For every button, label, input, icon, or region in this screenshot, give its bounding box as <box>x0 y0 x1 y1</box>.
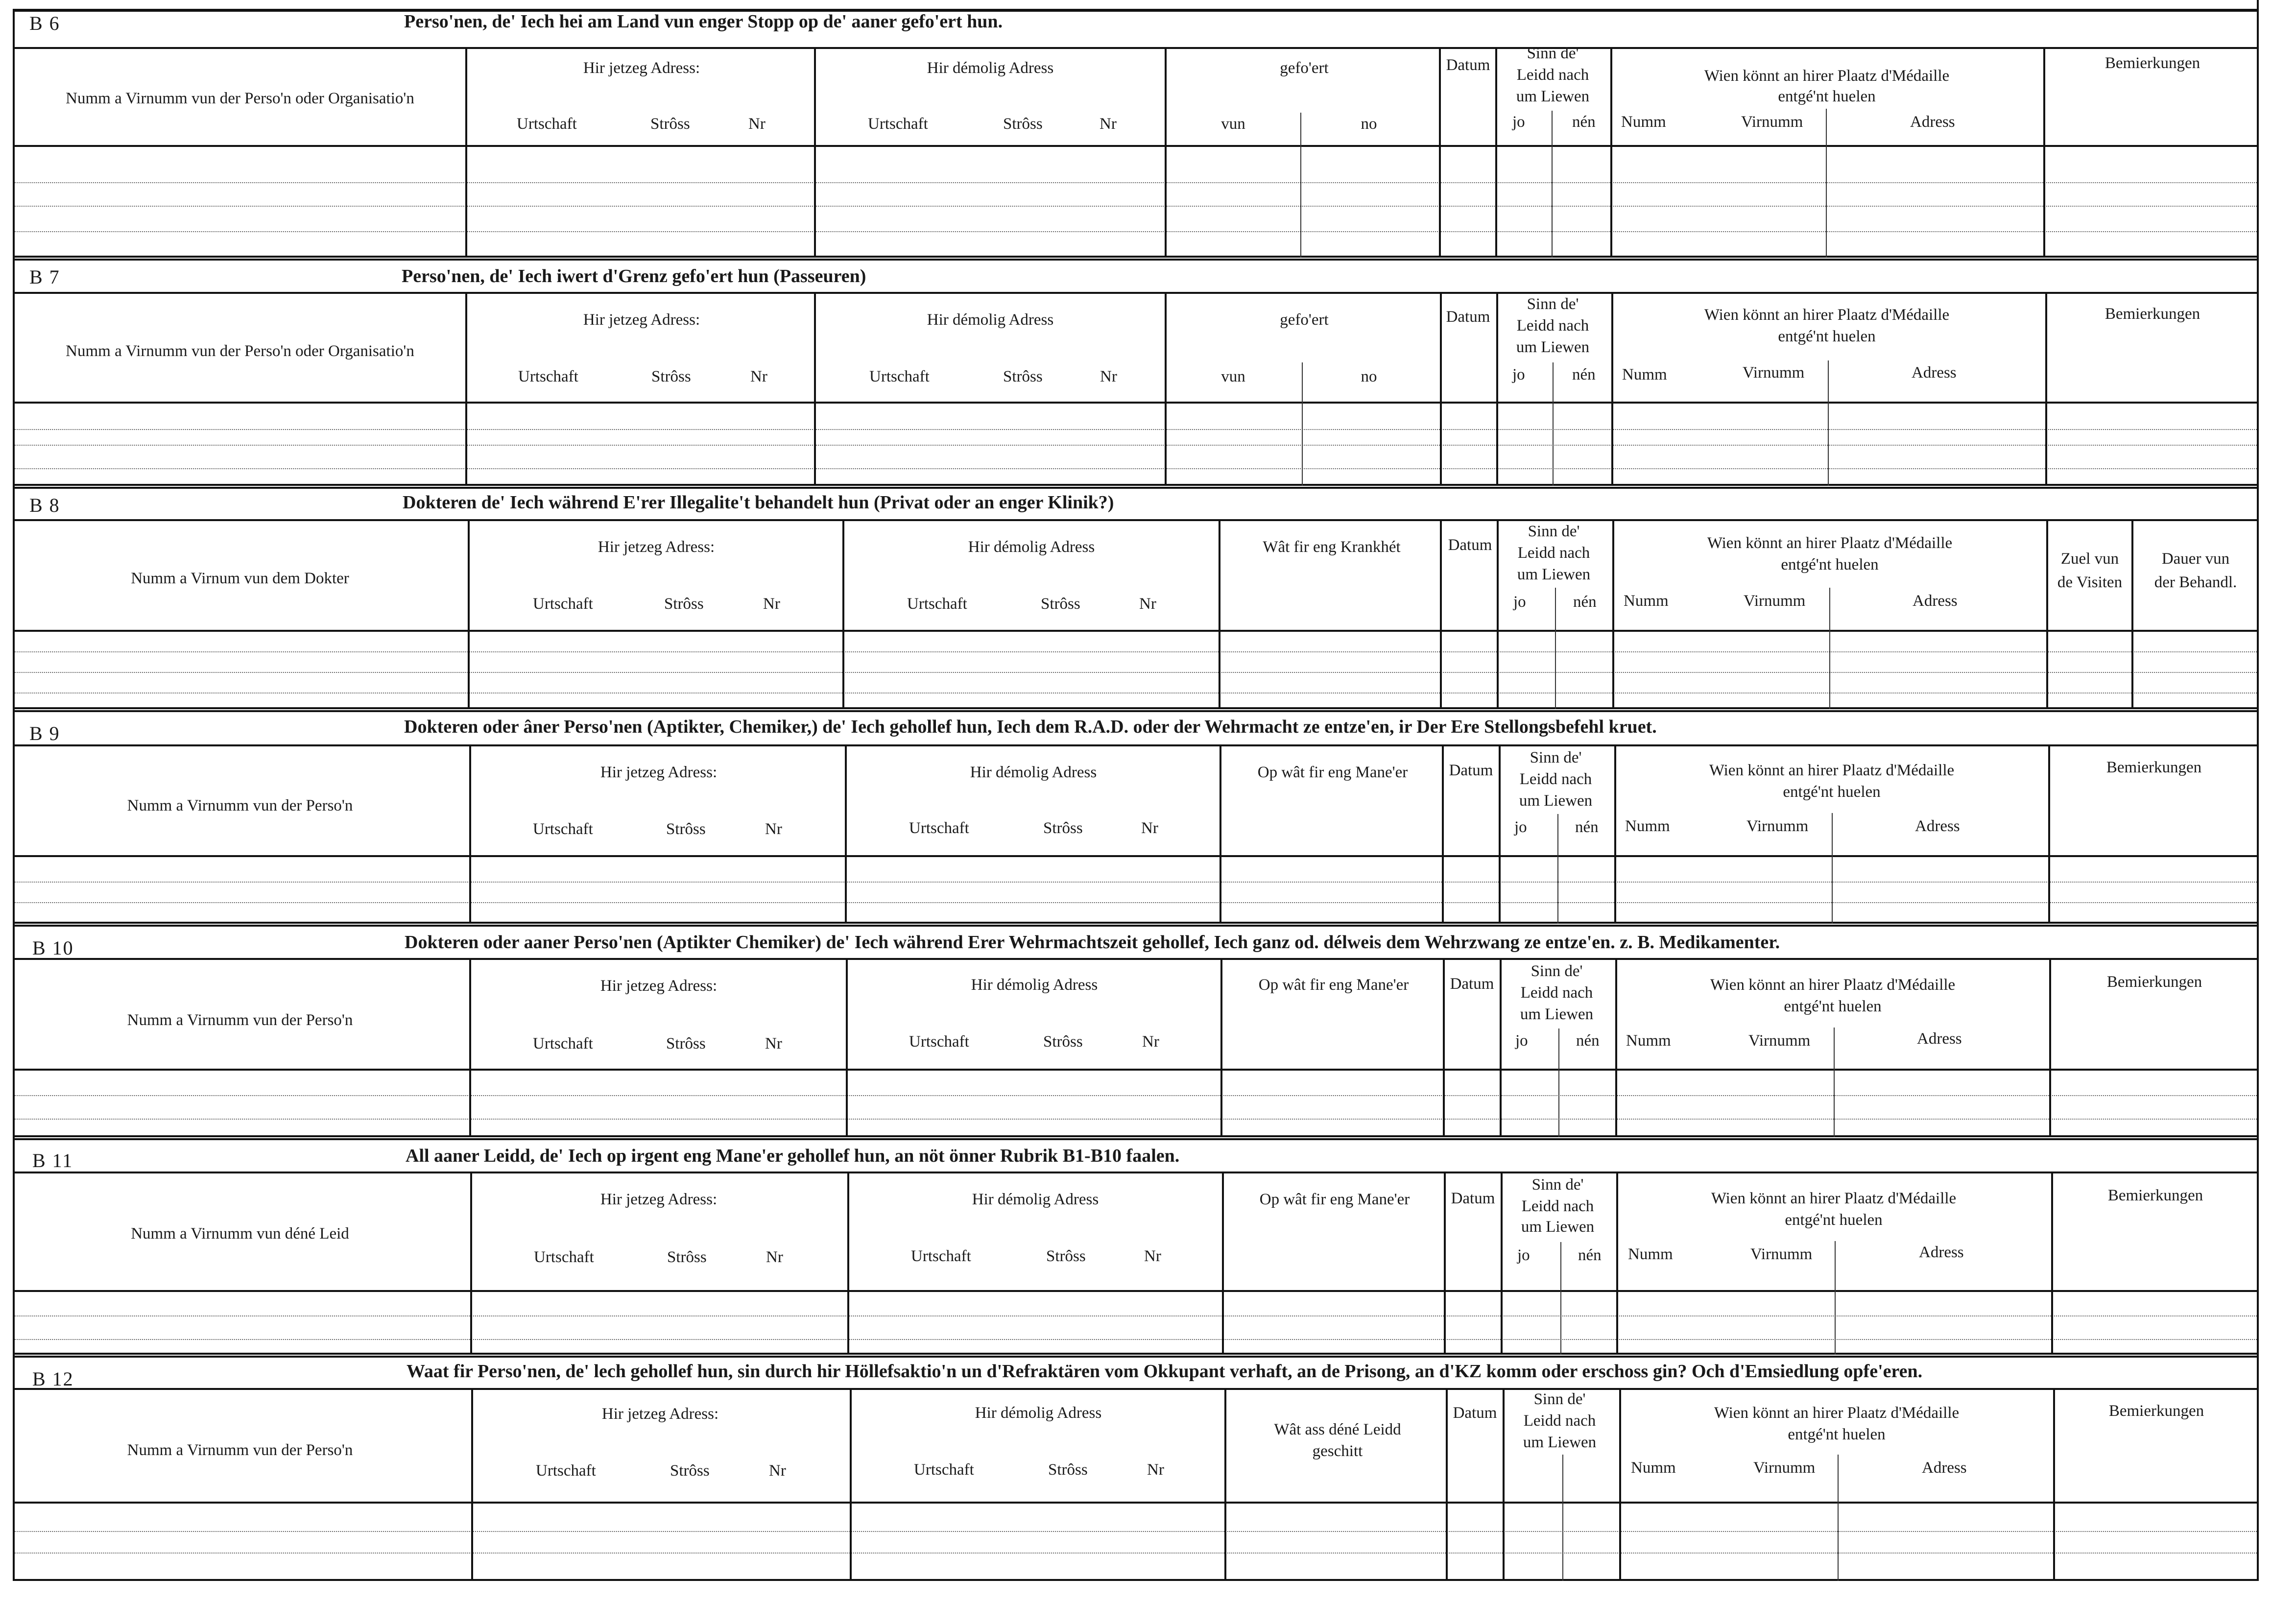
column-divider <box>1440 292 1442 486</box>
street-label: Strôss <box>651 368 691 385</box>
address-label: Adress <box>1922 1459 1967 1477</box>
header-top-rule <box>13 519 2258 521</box>
illness-header: Wât fir eng Krankhét <box>1263 538 1401 556</box>
entry-line[interactable] <box>15 468 2257 469</box>
entry-line[interactable] <box>15 429 2257 430</box>
current-address-header: Hir jetzeg Adress: <box>600 977 718 995</box>
place-label: Urtschaft <box>868 115 928 133</box>
section-bottom-rule <box>13 707 2258 709</box>
sense-header-line1: Sinn de' <box>1530 749 1582 766</box>
column-divider <box>2049 958 2051 1137</box>
sense-header-line2: Leidd nach <box>1521 1197 1594 1215</box>
no-label: nén <box>1578 1246 1602 1264</box>
section-bottom-rule <box>13 922 2258 924</box>
sense-header-line1: Sinn de' <box>1528 523 1580 540</box>
column-divider <box>814 47 816 258</box>
column-divider <box>1444 1172 1446 1355</box>
entry-line[interactable] <box>15 651 2257 652</box>
remarks-header: Bemierkungen <box>2107 1187 2203 1204</box>
column-divider <box>2131 519 2133 709</box>
column-divider <box>850 1388 852 1581</box>
column-divider <box>845 744 847 924</box>
section-b8-top-rule <box>13 487 2258 489</box>
number-label: Nr <box>748 115 765 133</box>
place-label: Urtschaft <box>536 1462 596 1480</box>
yes-label: jo <box>1514 818 1527 836</box>
column-divider <box>1497 519 1499 709</box>
yes-label: jo <box>1515 1032 1528 1050</box>
column-divider <box>1224 1388 1226 1581</box>
sense-header-line3: um Liewen <box>1516 88 1590 105</box>
sense-header-line2: Leidd nach <box>1520 984 1593 1002</box>
header-bottom-rule <box>13 402 2258 404</box>
no-label: nén <box>1576 1032 1600 1050</box>
remarks-header: Bemierkungen <box>2108 1402 2204 1420</box>
address-label: Adress <box>1910 113 1955 131</box>
column-divider <box>1555 588 1556 709</box>
yes-label: jo <box>1517 1246 1530 1264</box>
sense-header-line3: um Liewen <box>1523 1434 1597 1451</box>
number-label: Nr <box>1141 819 1158 837</box>
column-divider <box>1165 47 1167 258</box>
number-label: Nr <box>1142 1033 1159 1051</box>
firstname-label: Virnumm <box>1743 364 1805 382</box>
entry-line[interactable] <box>15 902 2257 903</box>
address-label: Adress <box>1919 1243 1964 1261</box>
date-header: Datum <box>1446 56 1490 74</box>
column-divider <box>1612 519 1614 709</box>
number-label: Nr <box>765 820 782 838</box>
remarks-header: Bemierkungen <box>2106 973 2202 991</box>
current-address-header: Hir jetzeg Adress: <box>601 1405 719 1423</box>
column-divider <box>465 292 467 486</box>
sense-header-line1: Sinn de' <box>1531 962 1583 980</box>
number-label: Nr <box>1100 368 1117 385</box>
column-divider <box>1557 814 1558 924</box>
header-bottom-rule <box>13 855 2258 857</box>
section-b12-top-rule <box>13 1356 2258 1358</box>
section-b10-code: B 10 <box>32 937 74 959</box>
manner-header: Op wât fir eng Mane'er <box>1259 1191 1410 1208</box>
column-divider <box>1220 744 1221 924</box>
number-label: Nr <box>1144 1247 1161 1265</box>
firstname-label: Virnumm <box>1746 817 1809 835</box>
street-label: Strôss <box>667 1248 707 1266</box>
sense-header-line1: Sinn de' <box>1527 295 1579 313</box>
section-b6-code: B 6 <box>29 12 60 34</box>
entry-line[interactable] <box>15 1315 2257 1316</box>
section-b6-title: Perso'nen, de' Iech hei am Land vun enger Stopp op de' aaner gefo'ert hun. <box>404 11 1003 32</box>
street-label: Strôss <box>1041 595 1080 613</box>
entry-line[interactable] <box>15 182 2257 183</box>
date-header: Datum <box>1446 308 1490 326</box>
column-divider <box>1501 1172 1503 1355</box>
firstname-label: Virnumm <box>1744 592 1806 610</box>
sense-header-line3: um Liewen <box>1519 792 1593 810</box>
column-divider <box>1610 47 1612 258</box>
section-b8-code: B 8 <box>29 494 60 516</box>
medal-header-line2: entgé'nt huelen <box>1783 783 1881 801</box>
street-label: Strôss <box>1043 1033 1083 1051</box>
medal-header-line1: Wien könnt an hirer Plaatz d'Médaille <box>1704 306 1950 324</box>
sense-header-line2: Leidd nach <box>1516 317 1589 335</box>
surname-label: Numm <box>1631 1459 1676 1477</box>
section-b9-code: B 9 <box>29 722 60 744</box>
street-label: Strôss <box>1043 819 1083 837</box>
column-divider <box>1832 813 1833 924</box>
column-divider <box>2045 292 2047 486</box>
medal-header-line1: Wien könnt an hirer Plaatz d'Médaille <box>1704 67 1950 85</box>
column-divider <box>1835 1241 1836 1355</box>
sense-header-line3: um Liewen <box>1521 1218 1595 1236</box>
entry-line[interactable] <box>15 1553 2257 1554</box>
medal-header-line1: Wien könnt an hirer Plaatz d'Médaille <box>1707 534 1953 552</box>
column-divider <box>1442 744 1444 924</box>
medal-header-line2: entgé'nt huelen <box>1778 88 1876 105</box>
transported-header: gefo'ert <box>1280 311 1329 329</box>
date-header: Datum <box>1451 1190 1495 1207</box>
name-column-header: Numm a Virnum vun dem Dokter <box>131 570 349 587</box>
section-b11-code: B 11 <box>32 1149 73 1172</box>
name-column-header: Numm a Virnumm vun der Perso'n oder Organisatio'n <box>66 342 414 360</box>
number-label: Nr <box>1139 595 1156 613</box>
date-header: Datum <box>1453 1404 1497 1422</box>
section-bottom-rule <box>13 256 2258 258</box>
column-divider <box>1616 1172 1618 1355</box>
column-divider <box>2046 519 2048 709</box>
column-divider <box>1499 744 1501 924</box>
number-label: Nr <box>766 1248 783 1266</box>
firstname-label: Virnumm <box>1741 113 1803 131</box>
entry-line[interactable] <box>15 206 2257 207</box>
sense-header-line2: Leidd nach <box>1516 66 1589 84</box>
place-label: Urtschaft <box>517 115 577 133</box>
current-address-header: Hir jetzeg Adress: <box>600 764 718 781</box>
column-divider <box>1558 1028 1559 1137</box>
sense-header-line2: Leidd nach <box>1523 1412 1596 1430</box>
street-label: Strôss <box>1046 1247 1086 1265</box>
entry-line[interactable] <box>15 1095 2257 1096</box>
medal-header-line1: Wien könnt an hirer Plaatz d'Médaille <box>1709 762 1955 779</box>
column-divider <box>471 1388 473 1581</box>
transported-to-label: no <box>1361 115 1377 133</box>
duration-header-line2: der Behandl. <box>2154 574 2237 591</box>
name-column-header: Numm a Virnumm vun déné Leid <box>131 1225 349 1243</box>
column-divider <box>1443 958 1445 1137</box>
street-label: Strôss <box>1003 115 1043 133</box>
duration-header-line1: Dauer vun <box>2161 550 2230 568</box>
street-label: Strôss <box>666 820 706 838</box>
number-label: Nr <box>765 1035 782 1052</box>
number-label: Nr <box>750 368 767 385</box>
sense-header-line1: Sinn de' <box>1533 1390 1586 1408</box>
number-label: Nr <box>769 1462 786 1480</box>
address-label: Adress <box>1917 1030 1962 1048</box>
column-divider <box>846 958 848 1137</box>
column-divider <box>2051 1172 2053 1355</box>
place-label: Urtschaft <box>911 1247 971 1265</box>
entry-line[interactable] <box>15 882 2257 883</box>
transported-header: gefo'ert <box>1280 59 1329 77</box>
surname-label: Numm <box>1628 1245 1673 1263</box>
header-top-rule <box>13 744 2258 746</box>
no-label: nén <box>1573 593 1597 611</box>
no-label: nén <box>1572 113 1596 131</box>
place-label: Urtschaft <box>533 595 593 613</box>
current-address-header: Hir jetzeg Adress: <box>600 1191 718 1208</box>
remarks-header: Bemierkungen <box>2106 759 2202 776</box>
name-column-header: Numm a Virnumm vun der Perso'n <box>127 1441 353 1459</box>
header-bottom-rule <box>13 630 2258 632</box>
column-divider <box>1615 958 1617 1137</box>
former-address-header: Hir démolig Adress <box>972 1191 1099 1208</box>
street-label: Strôss <box>650 115 690 133</box>
column-divider <box>1219 519 1220 709</box>
column-divider <box>2053 1388 2055 1581</box>
header-top-rule <box>13 47 2258 49</box>
column-divider <box>1619 1388 1621 1581</box>
column-divider <box>469 958 471 1137</box>
current-address-header: Hir jetzeg Adress: <box>598 538 715 556</box>
surname-label: Numm <box>1625 817 1670 835</box>
section-b7-title: Perso'nen, de' Iech iwert d'Grenz gefo'ert hun (Passeuren) <box>402 266 866 287</box>
name-column-header: Numm a Virnumm vun der Perso'n <box>127 1011 353 1029</box>
yes-label: jo <box>1512 113 1525 131</box>
medal-header-line1: Wien könnt an hirer Plaatz d'Médaille <box>1710 976 1956 994</box>
section-b10-title: Dokteren oder aaner Perso'nen (Aptikter Chemiker) de' Iech während Erer Wehrmachtszeit gehollef, Iech ganz od. délweis dem Wehrzwang ze entze'en. z. B. Medikamenter. <box>405 932 1780 953</box>
section-b11-top-rule <box>13 1138 2258 1140</box>
section-b12-title: Waat fir Perso'nen, de' lech gehollef hun, sin durch hir Höllefsaktio'n un d'Refraktären vom Okkupant verhaft, an de Prisong, an d'KZ komm oder erschoss gin? Och d'Emsiedlung opfe'eren. <box>407 1361 1923 1382</box>
column-divider <box>1222 1172 1224 1355</box>
address-label: Adress <box>1912 364 1957 382</box>
header-top-rule <box>13 958 2258 960</box>
column-divider <box>1611 292 1613 486</box>
column-divider <box>2043 47 2045 258</box>
entry-line[interactable] <box>15 1531 2257 1532</box>
header-bottom-rule <box>13 145 2258 147</box>
place-label: Urtschaft <box>909 819 969 837</box>
number-label: Nr <box>763 595 780 613</box>
medal-header-line2: entgé'nt huelen <box>1781 556 1879 574</box>
manner-header: Op wât fir eng Mane'er <box>1257 764 1408 781</box>
street-label: Strôss <box>670 1462 710 1480</box>
place-label: Urtschaft <box>534 1248 594 1266</box>
remarks-header: Bemierkungen <box>2105 305 2200 323</box>
place-label: Urtschaft <box>914 1461 974 1479</box>
place-label: Urtschaft <box>533 1035 593 1052</box>
section-b12-code: B 12 <box>32 1368 74 1390</box>
column-divider <box>1440 519 1442 709</box>
firstname-label: Virnumm <box>1753 1459 1816 1477</box>
section-b11-title: All aaner Leidd, de' Iech op irgent eng Mane'er gehollef hun, an nöt önner Rubrik B1-B10 faalen. <box>406 1146 1180 1166</box>
column-divider <box>468 519 470 709</box>
column-divider <box>469 744 471 924</box>
section-b6-top-rule <box>13 9 2258 12</box>
column-divider <box>1446 1388 1448 1581</box>
entry-line[interactable] <box>15 1119 2257 1120</box>
visits-header-line1: Zuel vun <box>2060 550 2119 568</box>
column-divider <box>1496 292 1498 486</box>
column-divider <box>1500 958 1502 1137</box>
section-b9-title: Dokteren oder âner Perso'nen (Aptikter, Chemiker,) de' Iech gehollef hun, Iech dem R.A.D. oder der Wehrmacht ze entze'en, ir Der Ere Stellongsbefehl kruet. <box>404 717 1657 737</box>
column-divider <box>465 47 467 258</box>
firstname-label: Virnumm <box>1748 1032 1811 1050</box>
header-bottom-rule <box>13 1290 2258 1292</box>
place-label: Urtschaft <box>869 368 930 385</box>
medal-header-line2: entgé'nt huelen <box>1778 328 1876 345</box>
address-label: Adress <box>1913 592 1958 610</box>
current-address-header: Hir jetzeg Adress: <box>583 59 700 77</box>
place-label: Urtschaft <box>518 368 578 385</box>
remarks-header: Bemierkungen <box>2105 54 2200 72</box>
section-bottom-rule <box>13 1353 2258 1355</box>
former-address-header: Hir démolig Adress <box>927 59 1054 77</box>
sense-header-line1: Sinn de' <box>1531 1176 1584 1194</box>
former-address-header: Hir démolig Adress <box>968 538 1095 556</box>
transported-from-label: vun <box>1221 115 1245 133</box>
header-top-rule <box>13 1388 2258 1390</box>
column-divider <box>1560 1242 1561 1355</box>
place-label: Urtschaft <box>907 595 967 613</box>
section-b7-code: B 7 <box>29 266 60 288</box>
column-divider <box>1828 360 1829 486</box>
manner-header: Op wât fir eng Mane'er <box>1258 976 1409 994</box>
surname-label: Numm <box>1626 1032 1671 1050</box>
firstname-label: Virnumm <box>1750 1245 1813 1263</box>
form-left-border <box>13 9 15 1581</box>
column-divider <box>1165 292 1167 486</box>
column-divider <box>1562 1455 1563 1581</box>
header-top-rule <box>13 1172 2258 1173</box>
section-bottom-rule <box>13 1135 2258 1137</box>
column-divider <box>1553 362 1554 486</box>
former-address-header: Hir démolig Adress <box>927 311 1054 329</box>
sense-header-line2: Leidd nach <box>1519 770 1592 788</box>
transported-to-label: no <box>1361 368 1377 385</box>
medal-header-line2: entgé'nt huelen <box>1785 1211 1883 1229</box>
transported-from-label: vun <box>1221 368 1245 385</box>
street-label: Strôss <box>1048 1461 1088 1479</box>
medal-header-line2: entgé'nt huelen <box>1784 998 1882 1015</box>
section-b9-top-rule <box>13 710 2258 712</box>
section-bottom-rule <box>13 484 2258 486</box>
column-divider <box>814 292 816 486</box>
column-divider <box>847 1172 849 1355</box>
header-bottom-rule <box>13 1502 2258 1504</box>
form-right-border <box>2257 0 2259 1581</box>
sense-header-line3: um Liewen <box>1520 1005 1594 1023</box>
address-label: Adress <box>1915 817 1960 835</box>
sense-header-line2: Leidd nach <box>1517 544 1590 562</box>
entry-line[interactable] <box>15 231 2257 232</box>
form-bottom-rule <box>13 1579 2258 1581</box>
section-b8-title: Dokteren de' Iech während E'rer Illegalite't behandelt hun (Privat oder an enger Klinik?) <box>403 492 1114 513</box>
medal-header-line1: Wien könnt an hirer Plaatz d'Médaille <box>1711 1190 1957 1207</box>
column-divider <box>1495 47 1497 258</box>
no-label: nén <box>1572 366 1596 383</box>
place-label: Urtschaft <box>909 1033 969 1051</box>
sense-header-line3: um Liewen <box>1517 566 1591 583</box>
number-label: Nr <box>1147 1461 1164 1479</box>
former-address-header: Hir démolig Adress <box>970 764 1097 781</box>
column-divider <box>470 1172 472 1355</box>
medal-header-line2: entgé'nt huelen <box>1788 1426 1886 1443</box>
current-address-header: Hir jetzeg Adress: <box>583 311 700 329</box>
column-divider <box>1829 588 1830 709</box>
column-divider <box>1300 113 1301 258</box>
section-b10-top-rule <box>13 925 2258 927</box>
former-address-header: Hir démolig Adress <box>975 1404 1102 1422</box>
date-header: Datum <box>1450 975 1494 993</box>
name-column-header: Numm a Virnumm vun der Perso'n oder Organisatio'n <box>66 90 414 107</box>
surname-label: Numm <box>1622 366 1667 383</box>
visits-header-line2: de Visiten <box>2057 574 2123 591</box>
header-top-rule <box>13 292 2258 294</box>
column-divider <box>1826 109 1827 258</box>
column-divider <box>1220 958 1222 1137</box>
number-label: Nr <box>1100 115 1117 133</box>
street-label: Strôss <box>664 595 704 613</box>
date-header: Datum <box>1448 536 1492 554</box>
street-label: Strôss <box>666 1035 706 1052</box>
date-header: Datum <box>1449 762 1493 779</box>
surname-label: Numm <box>1624 592 1669 610</box>
yes-label: jo <box>1513 593 1526 611</box>
name-column-header: Numm a Virnumm vun der Perso'n <box>127 797 353 814</box>
yes-label: jo <box>1512 366 1525 383</box>
column-divider <box>1439 47 1441 258</box>
column-divider <box>1302 362 1303 486</box>
section-b7-top-rule <box>13 259 2258 261</box>
sense-header-line3: um Liewen <box>1516 338 1590 356</box>
column-divider <box>2048 744 2050 924</box>
column-divider <box>1503 1388 1505 1581</box>
column-divider <box>1838 1455 1839 1581</box>
column-divider <box>1552 111 1553 258</box>
header-bottom-rule <box>13 1069 2258 1071</box>
what-happened-header-line1: Wât ass déné Leidd <box>1274 1421 1401 1438</box>
street-label: Strôss <box>1003 368 1043 385</box>
column-divider <box>842 519 844 709</box>
entry-line[interactable] <box>15 672 2257 673</box>
entry-line[interactable] <box>15 445 2257 446</box>
medal-header-line1: Wien könnt an hirer Plaatz d'Médaille <box>1714 1404 1960 1422</box>
place-label: Urtschaft <box>533 820 593 838</box>
column-divider <box>1834 1028 1835 1137</box>
what-happened-header-line2: geschitt <box>1312 1442 1363 1460</box>
no-label: nén <box>1575 818 1599 836</box>
surname-label: Numm <box>1621 113 1666 131</box>
former-address-header: Hir démolig Adress <box>971 976 1098 994</box>
entry-line[interactable] <box>15 1339 2257 1340</box>
sense-header-line1: Sinn de' <box>1527 45 1579 62</box>
column-divider <box>1614 744 1616 924</box>
